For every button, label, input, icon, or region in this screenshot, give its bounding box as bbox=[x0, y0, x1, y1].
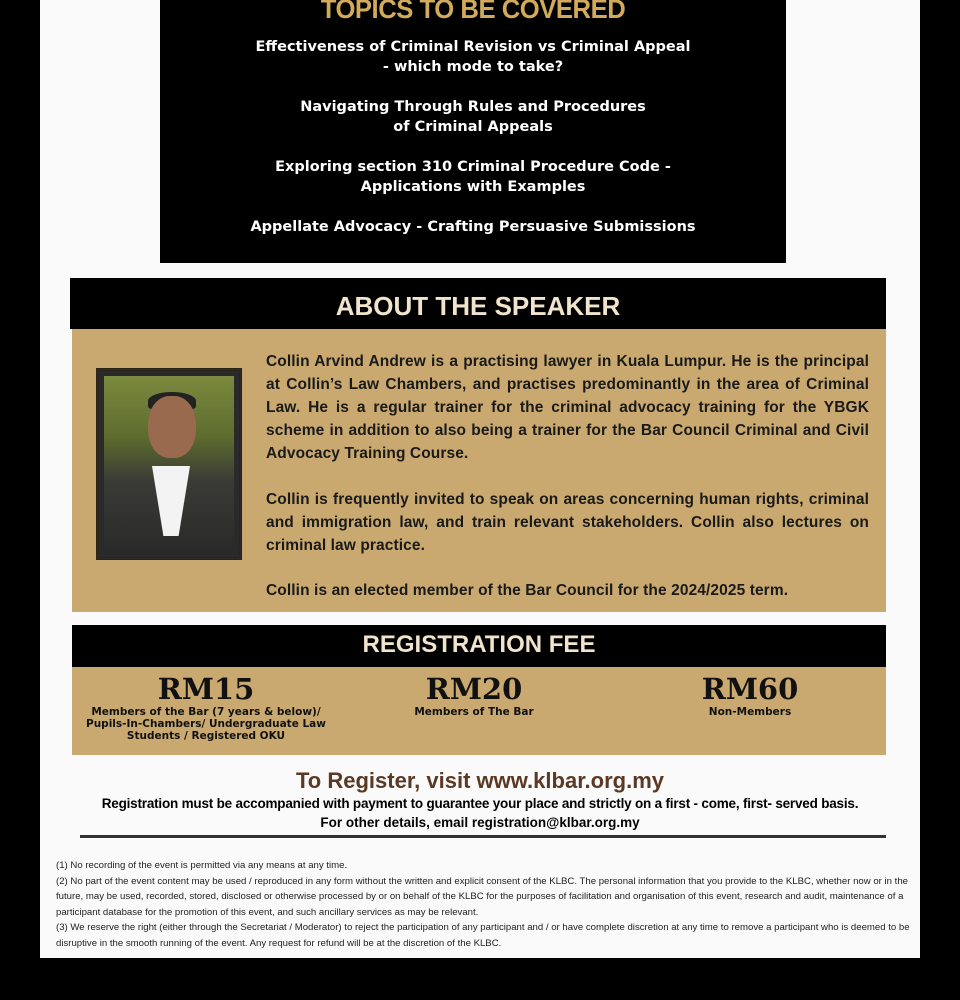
divider bbox=[80, 835, 886, 838]
bio-paragraph: Collin is frequently invited to speak on areas concerning human rights, criminal and immigration law, and train relevant stakeholders. Collin also lectures on criminal law practice. bbox=[266, 491, 869, 554]
speaker-photo bbox=[96, 368, 242, 560]
register-email: For other details, email registration@klbar.org.my bbox=[320, 815, 640, 830]
note-item: (2) No part of the event content may be used / reproduced in any form without the written and explicit consent of the KLBC. The personal information that you provide to the KLBC, whether now or in the future, may be used, recorded, stored, disclosed or otherwise processed by or on behalf of the KLBC for the purposes of facilitation and organisation of this event, research and audit, maintenance of a participant database for the promotion of this event, and such ancillary services as may be relevant. bbox=[56, 875, 909, 918]
fee-description: Members of the Bar (7 years & below)/ Pupils-In-Chambers/ Undergraduate Law Students / Registered OKU bbox=[86, 706, 326, 742]
topics-section bbox=[160, 0, 786, 263]
topic-item: Exploring section 310 Criminal Procedure Code - Applications with Examples bbox=[275, 159, 671, 195]
fee-tier bbox=[86, 672, 326, 742]
topic-item: Effectiveness of Criminal Revision vs Criminal Appeal - which mode to take? bbox=[255, 39, 691, 75]
topic-item: Navigating Through Rules and Procedures of Criminal Appeals bbox=[300, 99, 646, 135]
bio-paragraph: Collin Arvind Andrew is a practising lawyer in Kuala Lumpur. He is the principal at Collin’s Law Chambers, and practises predominantly in the area of Criminal Law. He is a regular trainer for the criminal advocacy training for the YBGK scheme in addition to also being a trainer for the Bar Council Criminal and Civil Advocacy Training Course. bbox=[266, 353, 869, 462]
fee-description: Members of The Bar bbox=[414, 706, 534, 718]
speaker-heading: ABOUT THE SPEAKER bbox=[70, 278, 886, 329]
fee-tier bbox=[650, 672, 850, 718]
topics-heading: TOPICS TO BE COVERED bbox=[320, 0, 626, 24]
bio-paragraph: Collin is an elected member of the Bar Council for the 2024/2025 term. bbox=[266, 582, 789, 599]
speaker-bio bbox=[266, 350, 869, 625]
register-title: To Register, visit www.klbar.org.my bbox=[296, 768, 664, 793]
register-note: Registration must be accompanied with payment to guarantee your place and strictly on a first - come, first- served basis. bbox=[101, 796, 859, 811]
fee-amount: RM15 bbox=[157, 672, 255, 706]
topic-item: Appellate Advocacy - Crafting Persuasive Submissions bbox=[250, 219, 696, 235]
terms-notes bbox=[56, 858, 912, 952]
fee-amount: RM20 bbox=[425, 672, 523, 706]
note-item: (3) We reserve the right (either through the Secretariat / Moderator) to reject the participation of any participant and / or have complete discretion at any time to remove a participant who is deemed to be disruptive in the smooth running of the event. Any request for refund will be at the discretion of the KLBC. bbox=[56, 922, 910, 949]
fee-heading: REGISTRATION FEE bbox=[72, 625, 886, 667]
note-item: (1) No recording of the event is permitted via any means at any time. bbox=[56, 860, 348, 871]
fee-description: Non-Members bbox=[708, 706, 792, 718]
fee-tier bbox=[374, 672, 574, 718]
fee-amount: RM60 bbox=[701, 672, 799, 706]
